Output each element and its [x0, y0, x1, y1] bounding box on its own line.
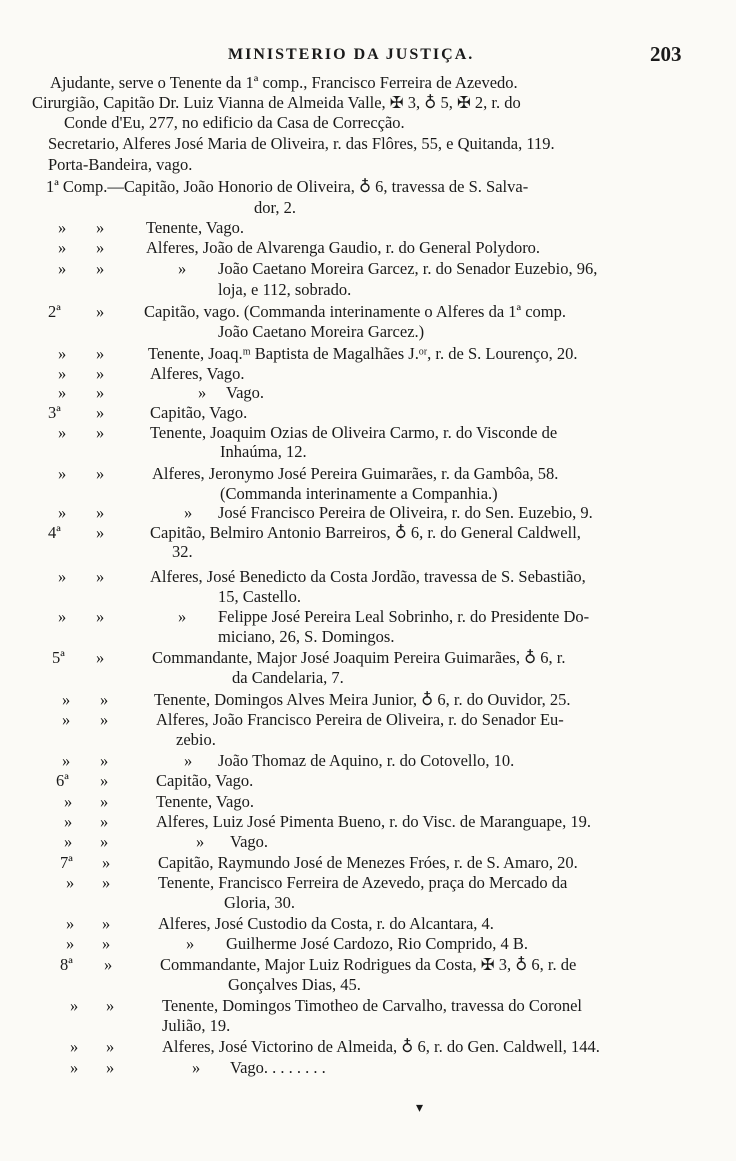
ink-mark-decoration: ▾ [416, 1100, 424, 1116]
ditto-mark: » [100, 751, 109, 770]
entry-line: Alferes, Luiz José Pimenta Bueno, r. do Visc. de Maranguape, 19. [156, 812, 591, 831]
ditto-mark: » [58, 344, 67, 363]
entry-line: Tenente, Joaq.ᵐ Baptista de Magalhães J.ᵒʳ, r. de S. Lourenço, 20. [148, 344, 578, 363]
entry-line: Cirurgião, Capitão Dr. Luiz Vianna de Almeida Valle, ✠ 3, ♁ 5, ✠ 2, r. do [32, 93, 521, 112]
ditto-mark: » [64, 792, 73, 811]
entry-line: Tenente, Vago. [146, 218, 244, 237]
ditto-mark: » [198, 383, 207, 402]
ditto-mark: » [96, 648, 105, 667]
entry-line: 15, Castello. [218, 587, 301, 606]
ditto-mark: » [66, 873, 75, 892]
entry-line: Conde d'Eu, 277, no edificio da Casa de Correcção. [64, 113, 405, 132]
ditto-mark: » [58, 238, 67, 257]
entry-line: João Caetano Moreira Garcez, r. do Senador Euzebio, 96, [218, 259, 598, 278]
ditto-mark: » [184, 751, 193, 770]
entry-line: Tenente, Domingos Timotheo de Carvalho, travessa do Coronel [162, 996, 582, 1015]
entry-line: miciano, 26, S. Domingos. [218, 627, 395, 646]
ditto-mark: » [106, 996, 115, 1015]
ditto-mark: » [100, 710, 109, 729]
ditto-mark: » [62, 710, 71, 729]
ditto-mark: » [58, 259, 67, 278]
entry-line: Capitão, vago. (Commanda interinamente o Alferes da 1ª comp. [144, 302, 566, 321]
entry-line: Capitão, Raymundo José de Menezes Fróes, r. de S. Amaro, 20. [158, 853, 578, 872]
entry-line: Gloria, 30. [224, 893, 296, 912]
ditto-mark: » [96, 259, 105, 278]
page-number: 203 [650, 42, 682, 66]
ditto-mark: » [70, 1037, 79, 1056]
entry-line: Capitão, Vago. [156, 771, 254, 790]
entry-line: Guilherme José Cardozo, Rio Comprido, 4 B. [226, 934, 529, 953]
entry-line: José Francisco Pereira de Oliveira, r. do Sen. Euzebio, 9. [218, 503, 593, 522]
ditto-mark: » [102, 934, 111, 953]
ditto-mark: » [102, 873, 111, 892]
ditto-mark: » [96, 238, 105, 257]
ditto-mark: » [196, 832, 205, 851]
entry-line: Alferes, José Benedicto da Costa Jordão, travessa de S. Sebastião, [150, 567, 586, 586]
ditto-mark: » [96, 218, 105, 237]
entry-line: João Thomaz de Aquino, r. do Cotovello, 10. [218, 751, 515, 770]
ditto-mark: » [66, 914, 75, 933]
entry-line: Vago. [226, 383, 265, 402]
entry-line: Julião, 19. [162, 1016, 231, 1035]
ditto-mark: » [58, 364, 67, 383]
entry-line: Gonçalves Dias, 45. [228, 975, 361, 994]
ditto-mark: » [96, 302, 105, 321]
ditto-mark: » [96, 344, 105, 363]
ditto-mark: » [106, 1037, 115, 1056]
ditto-mark: » [192, 1058, 201, 1077]
entry-line: Inhaúma, 12. [220, 442, 307, 461]
ditto-mark: » [186, 934, 195, 953]
ditto-mark: » [58, 218, 67, 237]
ditto-mark: » [70, 996, 79, 1015]
company-number: 8ª [60, 955, 73, 974]
page-header [0, 42, 736, 70]
entry-line: Tenente, Vago. [156, 792, 254, 811]
ditto-mark: » [104, 955, 113, 974]
ditto-mark: » [96, 567, 105, 586]
ditto-mark: » [96, 423, 105, 442]
entry-line: Tenente, Francisco Ferreira de Azevedo, praça do Mercado da [158, 873, 568, 892]
entry-line: 1ª Comp.—Capitão, João Honorio de Oliveira, ♁ 6, travessa de S. Salva- [46, 177, 529, 196]
entry-line: João Caetano Moreira Garcez.) [218, 322, 425, 341]
ditto-mark: » [184, 503, 193, 522]
ditto-mark: » [58, 503, 67, 522]
entry-line: Commandante, Major Luiz Rodrigues da Costa, ✠ 3, ♁ 6, r. de [160, 955, 577, 974]
page-title: MINISTERIO DA JUSTIÇA. [228, 46, 475, 63]
company-number: 5ª [52, 648, 65, 667]
entry-line: Ajudante, serve o Tenente da 1ª comp., Francisco Ferreira de Azevedo. [50, 73, 518, 92]
ditto-mark: » [62, 751, 71, 770]
ditto-mark: » [100, 690, 109, 709]
entry-line: dor, 2. [254, 198, 296, 217]
entry-line: Alferes, Vago. [150, 364, 245, 383]
entry-line: loja, e 112, sobrado. [218, 280, 352, 299]
company-number: 4ª [48, 523, 61, 542]
ditto-mark: » [100, 832, 109, 851]
ditto-mark: » [96, 607, 105, 626]
entry-line: Alferes, José Custodio da Costa, r. do Alcantara, 4. [158, 914, 494, 933]
entry-line: Vago. [230, 832, 269, 851]
ditto-mark: » [96, 364, 105, 383]
ditto-mark: » [102, 853, 111, 872]
entry-line: Alferes, João de Alvarenga Gaudio, r. do General Polydoro. [146, 238, 541, 257]
ditto-mark: » [64, 832, 73, 851]
ditto-mark: » [58, 383, 67, 402]
ditto-mark: » [100, 792, 109, 811]
entry-line: zebio. [176, 730, 216, 749]
company-number: 6ª [56, 771, 69, 790]
ditto-mark: » [64, 812, 73, 831]
entry-line: Commandante, Major José Joaquim Pereira Guimarães, ♁ 6, r. [152, 648, 566, 667]
ditto-mark: » [58, 464, 67, 483]
ditto-mark: » [100, 771, 109, 790]
company-number: 3ª [48, 403, 61, 422]
entry-line: 32. [172, 542, 193, 561]
ditto-mark: » [100, 812, 109, 831]
entry-line: Felippe José Pereira Leal Sobrinho, r. do Presidente Do- [218, 607, 590, 626]
entry-line: Porta-Bandeira, vago. [48, 155, 193, 174]
ditto-mark: » [58, 607, 67, 626]
ditto-mark: » [96, 403, 105, 422]
ditto-mark: » [178, 259, 187, 278]
ditto-mark: » [96, 383, 105, 402]
ditto-mark: » [96, 503, 105, 522]
ditto-mark: » [62, 690, 71, 709]
entry-line: Alferes, Jeronymo José Pereira Guimarães, r. da Gambôa, 58. [152, 464, 559, 483]
entry-line: Alferes, João Francisco Pereira de Oliveira, r. do Senador Eu- [156, 710, 564, 729]
entry-line: Vago. . . . . . . . [230, 1058, 326, 1077]
ditto-mark: » [58, 423, 67, 442]
ditto-mark: » [96, 523, 105, 542]
company-number: 7ª [60, 853, 73, 872]
ditto-mark: » [66, 934, 75, 953]
entry-line: Alferes, José Victorino de Almeida, ♁ 6, r. do Gen. Caldwell, 144. [162, 1037, 600, 1056]
entry-line: Capitão, Vago. [150, 403, 248, 422]
entry-line: da Candelaria, 7. [232, 668, 344, 687]
company-number: 2ª [48, 302, 61, 321]
entry-line: Tenente, Joaquim Ozias de Oliveira Carmo, r. do Visconde de [150, 423, 558, 442]
entry-line: Tenente, Domingos Alves Meira Junior, ♁ 6, r. do Ouvidor, 25. [154, 690, 571, 709]
entry-line: (Commanda interinamente a Companhia.) [220, 484, 498, 503]
ditto-mark: » [102, 914, 111, 933]
ditto-mark: » [70, 1058, 79, 1077]
ditto-mark: » [178, 607, 187, 626]
ditto-mark: » [106, 1058, 115, 1077]
ditto-mark: » [58, 567, 67, 586]
ditto-mark: » [96, 464, 105, 483]
entry-line: Secretario, Alferes José Maria de Oliveira, r. das Flôres, 55, e Quitanda, 119. [48, 134, 555, 153]
entry-line: Capitão, Belmiro Antonio Barreiros, ♁ 6, r. do General Caldwell, [150, 523, 581, 542]
